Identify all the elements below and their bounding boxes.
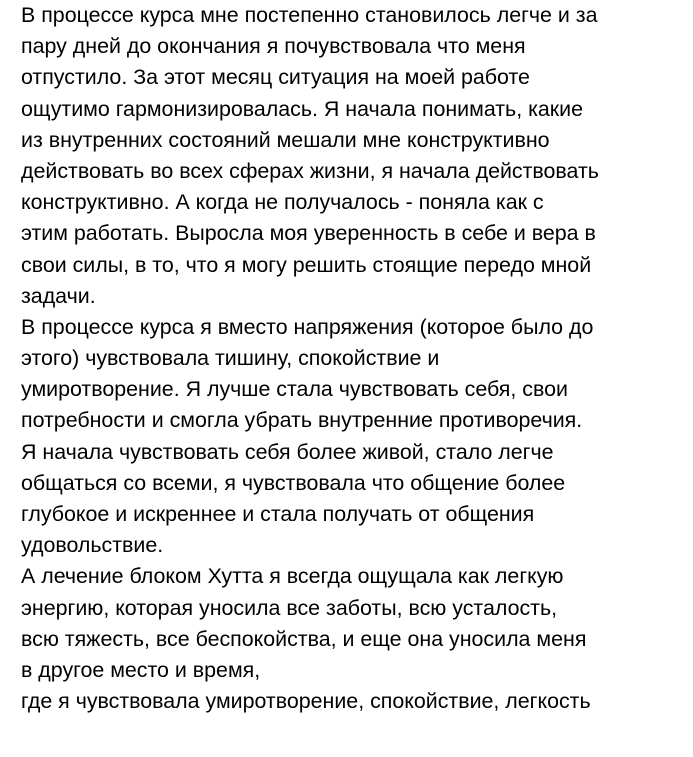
text-line: этого) чувствовала тишину, спокойствие и bbox=[21, 346, 440, 371]
text-line: всю тяжесть, все беспокойства, и еще она уносила меня bbox=[21, 626, 587, 651]
text-line: конструктивно. А когда не получалось - поняла как с bbox=[21, 190, 544, 215]
text-line: А лечение блоком Хутта я всегда ощущала как легкую bbox=[21, 564, 564, 589]
text-line: глубокое и искреннее и стала получать от общения bbox=[21, 502, 535, 526]
text-line: в другое место и время, bbox=[21, 657, 261, 682]
text-line: ощутимо гармонизировалась. Я начала понимать, какие bbox=[21, 96, 584, 121]
text-line: из внутренних состояний мешали мне конструктивно bbox=[21, 127, 550, 152]
text-line: отпустило. За этот месяц ситуация на моей работе bbox=[21, 65, 530, 90]
text-line: свои силы, в то, что я могу решить стоящие передо мной bbox=[21, 252, 592, 277]
text-line: этим работать. Выросла моя уверенность в себе и вера в bbox=[21, 221, 596, 246]
text-line: общаться со всеми, я чувствовала что общение более bbox=[21, 470, 566, 495]
text-line: В процессе курса мне постепенно становилось легче и за bbox=[21, 3, 598, 27]
text-line: пару дней до окончания я почувствовала что меня bbox=[21, 34, 526, 59]
text-line: умиротворение. Я лучше стала чувствовать себя, свои bbox=[21, 377, 568, 402]
text-line: Я начала чувствовать себя более живой, стало легче bbox=[21, 439, 554, 464]
text-line: где я чувствовала умиротворение, спокойствие, легкость bbox=[21, 689, 591, 714]
text-line: потребности и смогла убрать внутренние противоречия. bbox=[21, 408, 583, 433]
message-text bbox=[21, 0, 693, 717]
text-line: удовольствие. bbox=[21, 533, 164, 558]
text-line: действовать во всех сферах жизни, я начала действовать bbox=[21, 158, 599, 183]
text-line: задачи. bbox=[21, 283, 96, 308]
text-line: энергию, которая уносила все заботы, всю усталость, bbox=[21, 595, 558, 620]
text-line: В процессе курса я вместо напряжения (которое было до bbox=[21, 314, 594, 339]
